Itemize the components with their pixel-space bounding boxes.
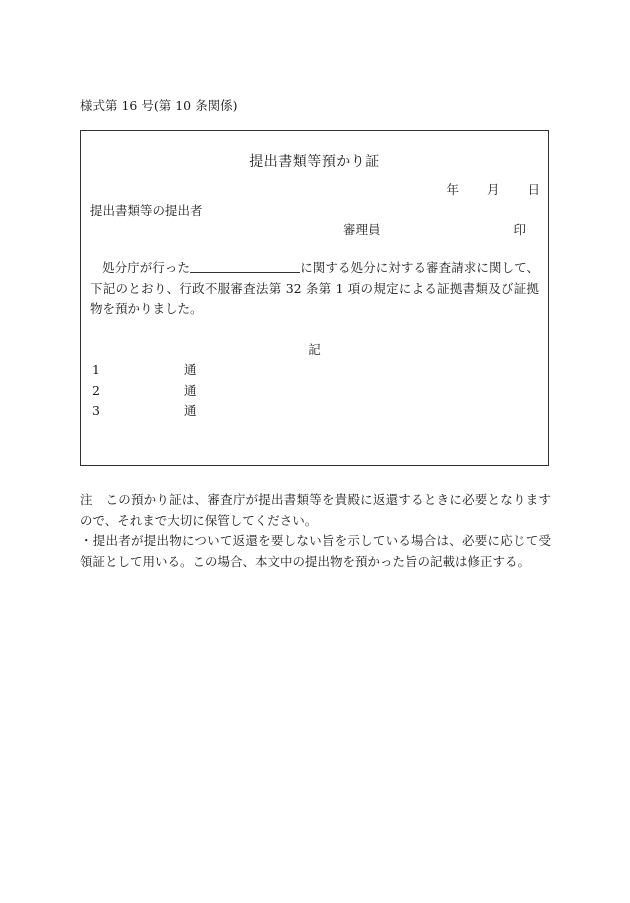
date-month-label: 月 (486, 182, 500, 197)
list-item (92, 401, 292, 422)
date-year-label: 年 (446, 182, 459, 197)
ki-label: 記 (308, 342, 321, 357)
examiner-label: 審理員 (343, 222, 381, 237)
item-unit: 通 (184, 362, 197, 377)
receipt-title: 提出書類等預かり証 (249, 154, 380, 170)
date-line (446, 180, 540, 198)
note-paragraph: 注 この預かり証は、審査庁が提出書類等を貴殿に返還するときに必要となりますので、それまで大切に保管してください。 (80, 492, 551, 528)
receipt-body-text (90, 258, 539, 320)
form-number: 様式第 16 号(第 10 条関係) (80, 98, 238, 113)
item-number: 3 (92, 403, 100, 418)
item-list (92, 360, 292, 422)
list-item (92, 360, 292, 381)
receipt-box (80, 130, 549, 466)
note-paragraph: ・提出者が提出物について返還を要しない旨を示している場合は、必要に応じて受領証として用いる。この場合、本文中の提出物を預かった旨の記載は修正する。 (80, 533, 551, 569)
body-text-after-blank: に関する処分に対する審査請求に関して、下記のとおり、行政不服審査法第 32 条第 1 項の規定による証拠書類及び証拠物を預かりました。 (90, 260, 539, 316)
item-number: 1 (92, 362, 100, 377)
seal-label: 印 (513, 222, 526, 237)
list-item (92, 381, 292, 402)
item-unit: 通 (184, 382, 197, 398)
submitter-label: 提出書類等の提出者 (90, 203, 203, 218)
item-number: 2 (92, 382, 100, 398)
date-day-label: 日 (527, 182, 540, 197)
notes-section (80, 490, 551, 572)
blank-line (190, 260, 300, 273)
body-text-before-blank: 処分庁が行った (102, 260, 191, 275)
item-unit: 通 (184, 403, 197, 418)
